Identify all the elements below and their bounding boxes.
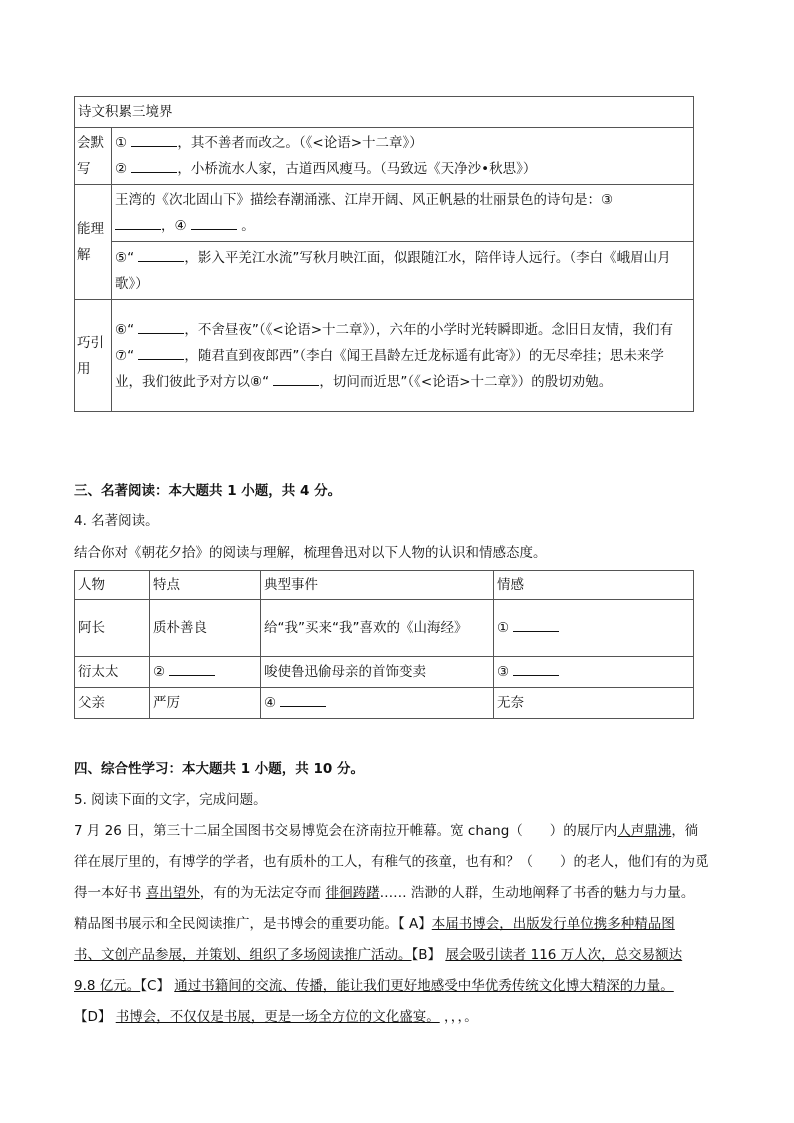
marker: 【B】 [411,947,442,963]
cell: 无奈 [494,688,694,719]
row-label: 会默写 [75,128,112,185]
item-1-text: ，其不善者而改之。（《<论语>十二章》） [177,135,423,151]
q6-text: ，不舍昼夜”（《<论语>十二章》），六年的小学时光转瞬即逝。念旧日友情，我们有⑦“ [115,321,674,364]
understand-cell-a [112,185,694,242]
section4-heading: 四、综合性学习：本大题共 1 小题，共 10 分。 [74,761,364,777]
q4-end: 。 [241,218,255,234]
para-line-5 [74,942,682,968]
q3-text: 王湾的《次北固山下》描绘春潮涌涨、江岸开阔、风正帆悬的壮丽景色的诗句是：③ [115,192,614,208]
blank-c2[interactable] [169,661,215,676]
quote-cell [112,300,694,412]
para-line-1 [74,818,698,844]
blank-num: ② [153,664,166,680]
para-line-3 [74,880,694,906]
underlined-sentence: 书博会，不仅仅是书展，更是一场全方位的文化盛宴。 [115,1009,440,1025]
text: ，有的为无法定夺而 [199,885,322,901]
q6-num: ⑥“ [115,321,135,338]
text: …… 浩渺的人群，生动地阐释了书香的魅力与力量。 [379,885,695,901]
underlined-sentence: 本届书博会，出版发行单位携多种精品图 [431,916,675,932]
underlined-word: 喜出望外 [145,885,200,901]
blank-8[interactable] [273,371,319,386]
cell: 衍太太 [75,657,150,688]
marker: 【C】 [140,978,170,994]
blank-7[interactable] [138,345,184,360]
marker: 【D】 [74,1009,112,1025]
col-header: 典型事件 [261,571,494,600]
cell: 质朴善良 [150,600,261,657]
text: 精品图书展示和全民阅读推广，是书博会的重要功能。【 A】 [74,916,432,932]
cell [494,600,694,657]
cell [150,657,261,688]
blank-num: ③ [497,664,510,680]
blank-1[interactable] [131,132,177,147]
cell: 给“我”买来“我”喜欢的《山海经》 [261,600,494,657]
col-header: 人物 [75,571,150,600]
section3-heading: 三、名著阅读：本大题共 1 小题，共 4 分。 [74,483,342,499]
blank-5[interactable] [138,247,184,262]
q8-text: ，切问而近思”（《<论语>十二章》）的殷切劝勉。 [319,373,613,390]
col-header: 情感 [494,571,694,600]
underlined-sentence: 书、文创产品参展，并策划、组织了多场阅读推广活动。 [74,947,412,963]
cell [494,657,694,688]
poetry-table-title: 诗文积累三境界 [75,97,694,128]
underlined-sentence: 展会吸引读者 116 万人次，总交易额达 [445,947,683,963]
cell: 唆使鲁迅偷母亲的首饰变卖 [261,657,494,688]
item-2-text: ，小桥流水人家，古道西风瘦马。（马致远《天净沙•秋思》） [177,161,537,177]
cell [261,688,494,719]
text: 得一本好书 [74,885,142,901]
q5-text: ，影入平羌江水流”写秋月映江面，似跟随江水，陪伴诗人远行。（李白《峨眉山月歌》） [115,249,671,292]
table-row [75,657,694,688]
cell: 阿长 [75,600,150,657]
para-line-6 [74,973,674,999]
para-line-2: 徉在展厅里的，有博学的学者，也有质朴的工人，有稚气的孩童，也有和？（ ）的老人，他们有的为觅 [74,854,709,870]
blank-c3[interactable] [513,661,559,676]
understand-cell-b [112,242,694,300]
blank-c1[interactable] [513,617,559,632]
text: 7 月 26 日，第三十二届全国图书交易博览会在济南拉开帷幕。宽 chang（ ）的展厅内 [74,823,618,839]
blank-4[interactable] [191,215,237,230]
q5-num: ⑤“ [115,249,135,266]
underlined-word: 徘徊踌躇 [325,885,380,901]
text: ，徜 [671,823,699,839]
q4-title: 4. 名著阅读。 [74,513,159,529]
underlined-sentence: 9.8 亿元。 [74,978,141,994]
blank-num: ① [497,620,510,636]
cell: 严厉 [150,688,261,719]
blank-2[interactable] [131,158,177,173]
para-line-7 [74,1004,478,1030]
row-label: 巧引用 [75,300,112,412]
blank-6[interactable] [138,319,184,334]
cell: 父亲 [75,688,150,719]
table-row [75,688,694,719]
underlined-sentence: 通过书籍间的交流、传播，能让我们更好地感受中华优秀传统文化博大精深的力量。 [174,978,674,994]
q5-title: 5. 阅读下面的文字，完成问题。 [74,792,267,808]
q4-num: ，④ [161,218,187,234]
characters-table [74,570,694,719]
underlined-word: 人声鼎沸 [617,823,672,839]
blank-3[interactable] [115,215,161,230]
recite-cell [112,128,694,185]
col-header: 特点 [150,571,261,600]
q4-intro: 结合你对《朝花夕拾》的阅读与理解，梳理鲁迅对以下人物的认识和情感态度。 [74,545,547,561]
item-1-num: ① [115,135,128,151]
text: ，，，。 [444,1009,478,1025]
para-line-4 [74,911,675,937]
item-2-num: ② [115,161,128,177]
blank-num: ④ [264,695,277,711]
q7-text: ，随君直到夜郎西”（李白《闻王昌龄左迁龙标遥有此寄》）的无尽牵挂；思未来学业，我们彼此予对方以⑧“ [115,347,664,390]
poetry-table [74,96,694,412]
blank-c4[interactable] [280,692,326,707]
table-row [75,600,694,657]
row-label: 能理解 [75,185,112,300]
